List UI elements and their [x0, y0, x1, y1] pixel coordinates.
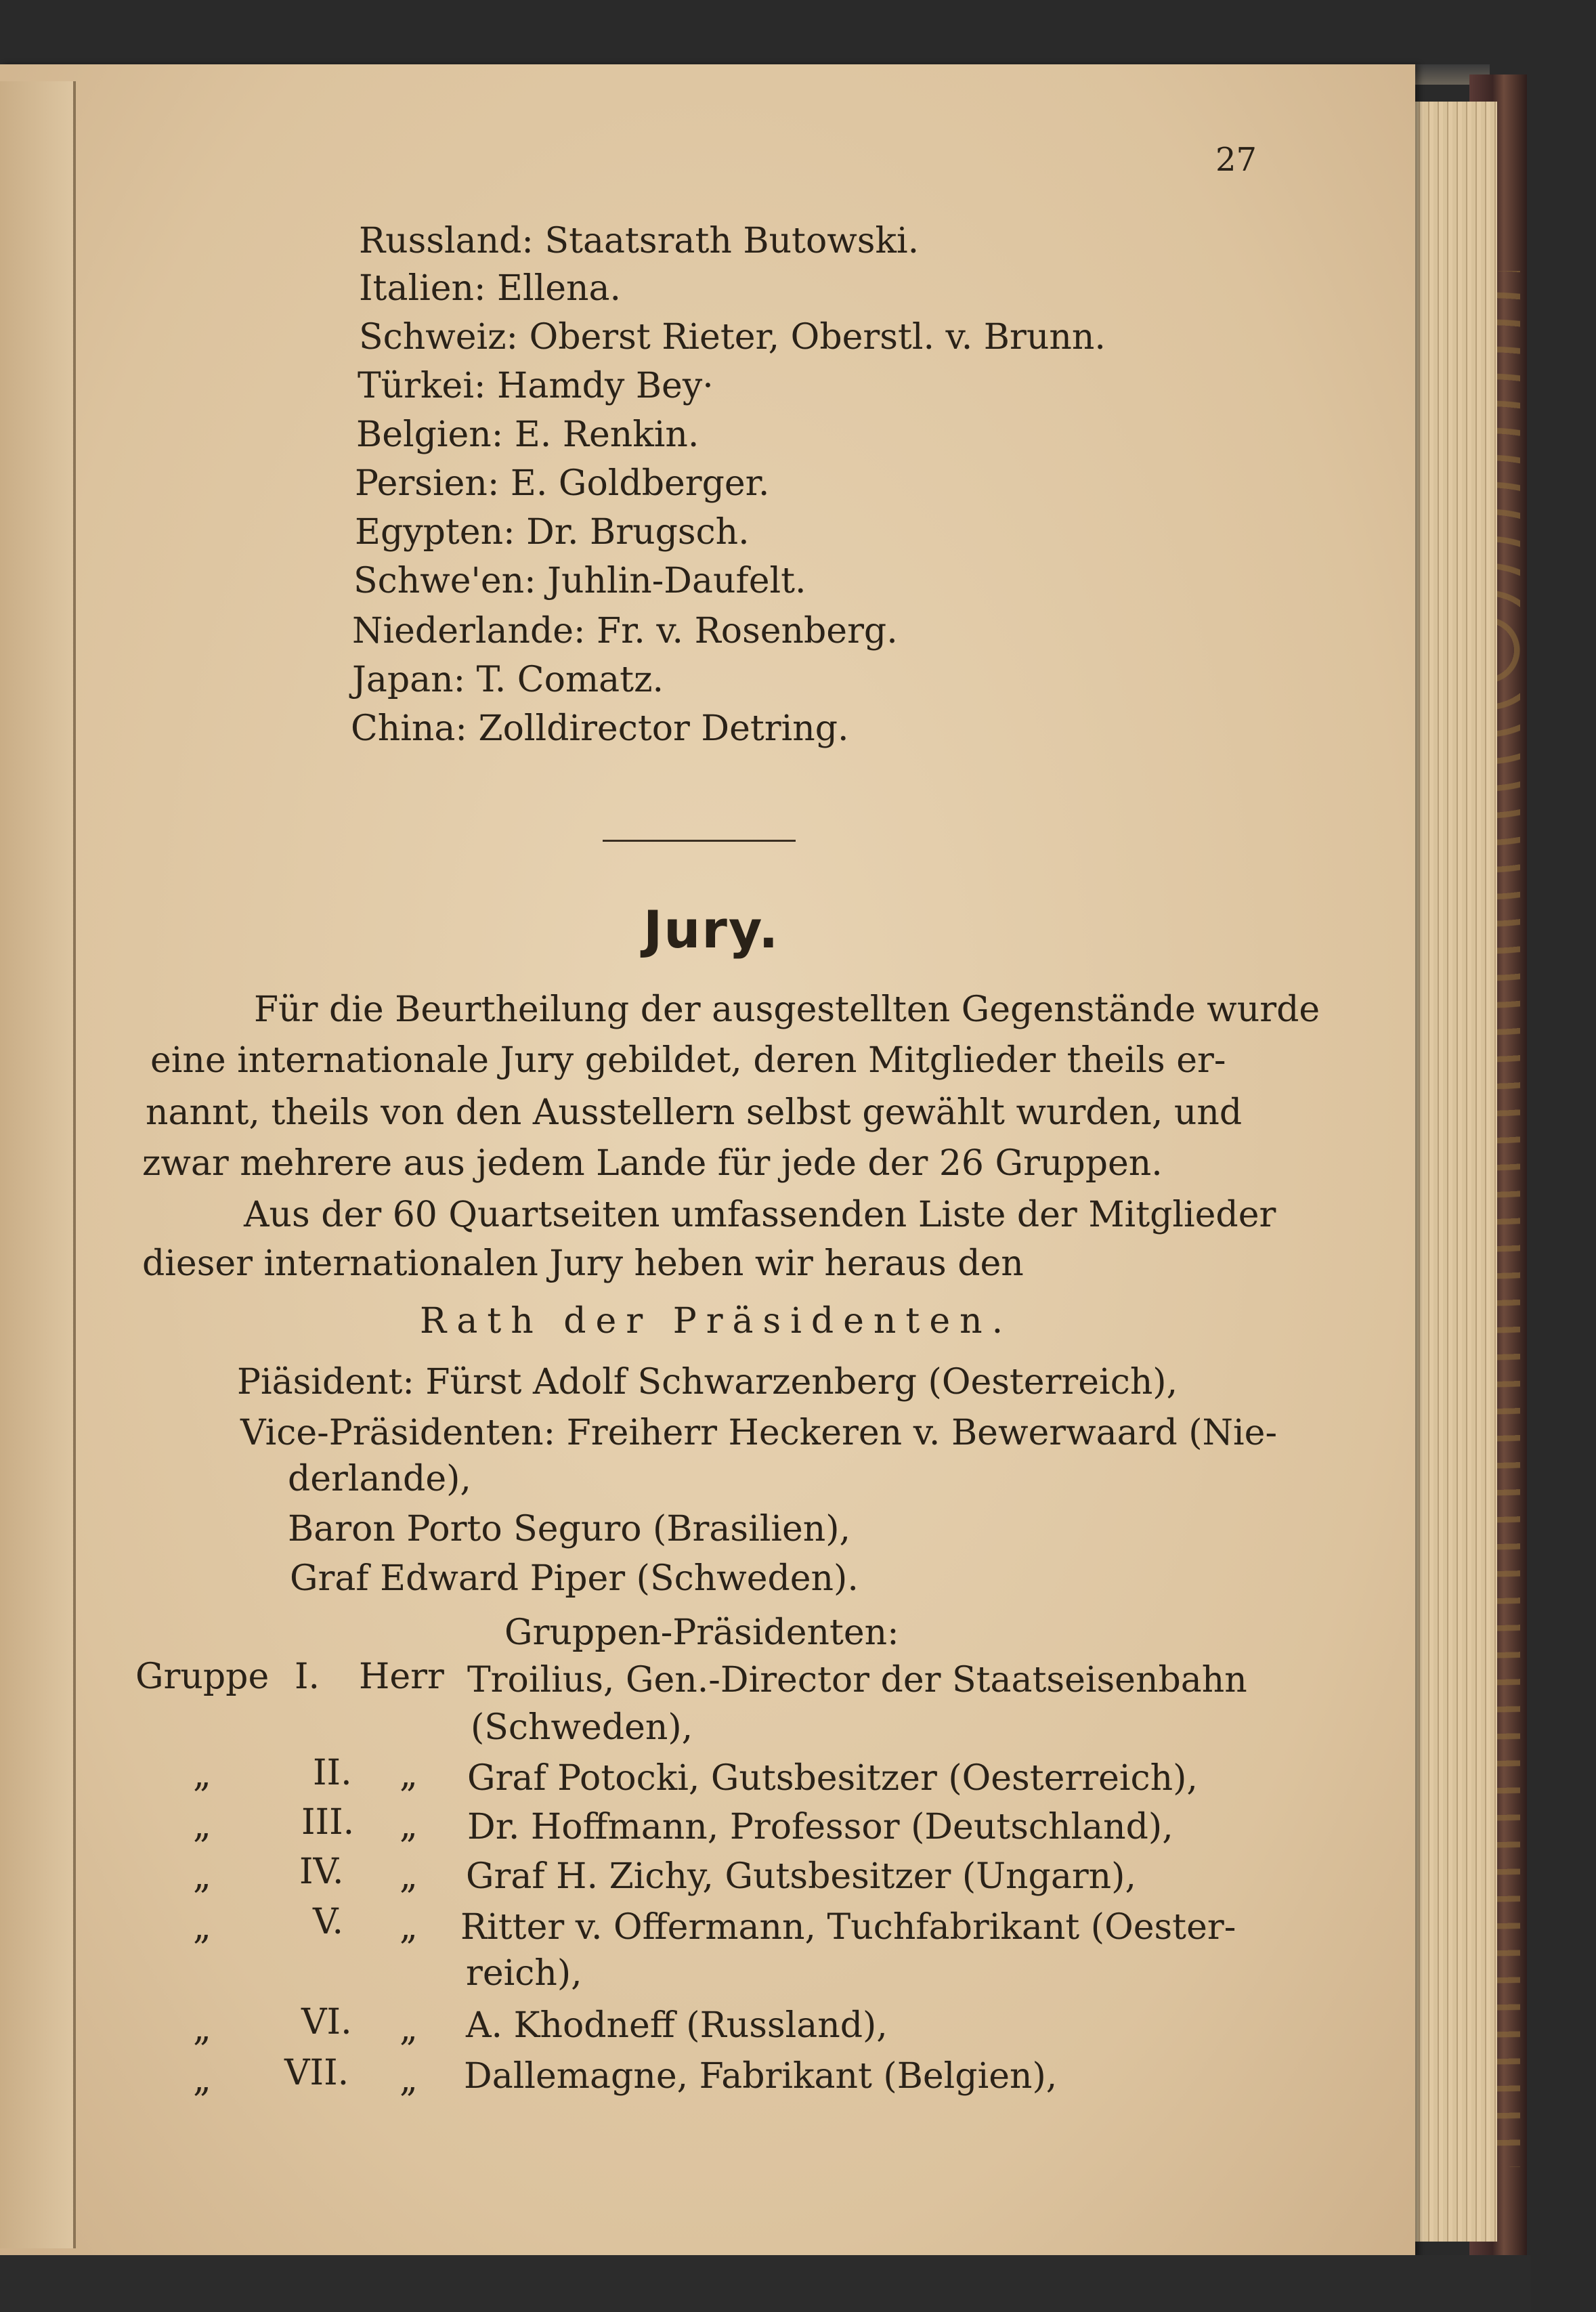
council-line: Vice-Präsidenten: Freiherr Heckeren v. Bewerwaard (Nie-: [240, 1413, 1278, 1453]
book-bottom-edge: [0, 2255, 1530, 2312]
group-text: Troilius, Gen.-Director der Staatseisenbahn: [467, 1660, 1247, 1700]
council-line: Piäsident: Fürst Adolf Schwarzenberg (Oesterreich),: [237, 1362, 1178, 1403]
page-number: 27: [1215, 141, 1257, 179]
group-title: „: [400, 1755, 418, 1795]
group-title: „: [400, 2059, 418, 2100]
group-number: III.: [301, 1802, 355, 1843]
group-label: „: [193, 1805, 211, 1846]
delegate-line: Italien: Ellena.: [359, 268, 622, 309]
group-title: „: [400, 1805, 418, 1846]
group-label: „: [193, 2009, 211, 2049]
delegate-line: China: Zolldirector Detring.: [351, 708, 849, 749]
group-title: Herr: [359, 1656, 444, 1697]
group-text: Graf H. Zichy, Gutsbesitzer (Ungarn),: [466, 1856, 1136, 1897]
group-text-cont: (Schweden),: [471, 1707, 693, 1748]
group-text: Graf Potocki, Gutsbesitzer (Oesterreich),: [467, 1758, 1198, 1799]
group-title: „: [400, 1856, 418, 1897]
group-text: A. Khodneff (Russland),: [466, 2005, 888, 2046]
group-text: Ritter v. Offermann, Tuchfabrikant (Oester-: [460, 1907, 1236, 1948]
group-label: „: [193, 1907, 211, 1948]
council-line: Graf Edward Piper (Schweden).: [290, 1558, 859, 1599]
delegate-line: Belgien: E. Renkin.: [356, 414, 699, 455]
group-text-cont: reich),: [466, 1953, 582, 1994]
council-line: derlande),: [288, 1459, 471, 1499]
council-line: Baron Porto Seguro (Brasilien),: [288, 1509, 851, 1549]
delegate-line: Niederlande: Fr. v. Rosenberg.: [352, 611, 898, 651]
section-divider: [603, 840, 796, 842]
gutter: [73, 81, 76, 2248]
group-text: Dr. Hoffmann, Professor (Deutschland),: [467, 1807, 1173, 1847]
group-number: V.: [313, 1902, 343, 1942]
paragraph-line: dieser internationalen Jury heben wir heraus den: [142, 1243, 1024, 1284]
paragraph-line: Aus der 60 Quartseiten umfassenden Liste der Mitglieder: [244, 1195, 1276, 1235]
delegate-line: Schwe'en: Juhlin-Daufelt.: [353, 561, 806, 601]
section-title: Jury.: [643, 899, 780, 960]
group-title: „: [400, 1907, 418, 1948]
group-label: „: [193, 1856, 211, 1897]
facing-page-edge: [0, 81, 74, 2248]
group-label: „: [193, 1755, 211, 1795]
council-heading: Rath der Präsidenten.: [420, 1301, 1013, 1342]
delegate-line: Japan: T. Comatz.: [352, 660, 664, 700]
paragraph-line: nannt, theils von den Ausstellern selbst gewählt wurden, und: [146, 1092, 1243, 1133]
group-label: „: [193, 2059, 211, 2100]
group-label: Gruppe: [135, 1656, 269, 1697]
group-text: Dallemagne, Fabrikant (Belgien),: [464, 2056, 1058, 2097]
groups-heading: Gruppen-Präsidenten:: [504, 1612, 899, 1653]
paragraph-line: eine internationale Jury gebildet, deren Mitglieder theils er-: [150, 1040, 1226, 1081]
group-title: „: [400, 2009, 418, 2049]
delegate-line: Türkei: Hamdy Bey·: [358, 366, 714, 406]
group-number: IV.: [299, 1851, 344, 1892]
group-number: VI.: [301, 2002, 352, 2042]
paragraph-line: Für die Beurtheilung der ausgestellten Gegenstände wurde: [254, 989, 1320, 1030]
delegate-line: Persien: E. Goldberger.: [355, 463, 770, 504]
group-number: VII.: [284, 2053, 349, 2093]
delegate-line: Russland: Staatsrath Butowski.: [359, 221, 920, 261]
delegate-line: Schweiz: Oberst Rieter, Oberstl. v. Brunn.: [359, 317, 1106, 358]
group-number: I.: [295, 1656, 320, 1697]
delegate-line: Egypten: Dr. Brugsch.: [355, 512, 750, 553]
group-number: II.: [313, 1753, 352, 1793]
paragraph-line: zwar mehrere aus jedem Lande für jede der 26 Gruppen.: [142, 1143, 1163, 1184]
